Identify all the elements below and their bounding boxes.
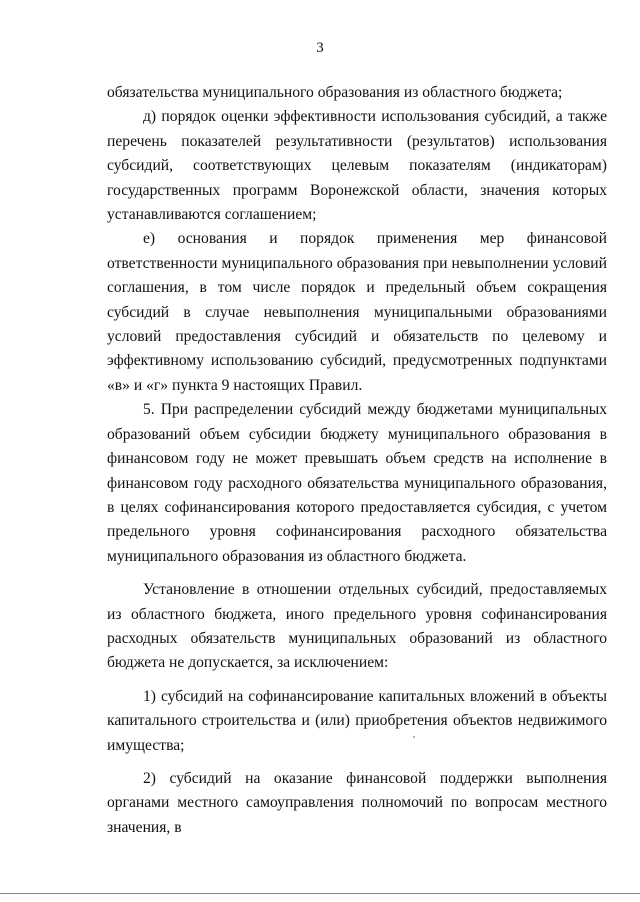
paragraph-item-e: е) основания и порядок применения мер финансовой ответственности муниципального образования при невыполнении условий соглашения, в том числе порядок и предельный объем сокращения субсидий в случае невыполнения муниципальными образованиями условий предоставления субсидий и обязательств по целевому и эффективному использованию субсидий, предусмотренных подпунктами «в» и «г» пункта 9 настоящих Правил. bbox=[107, 230, 607, 394]
paragraph-section-5: 5. При распределении субсидий между бюджетами муниципальных образований объем субсидии бюджету муниципального образования в финансовом году не может превышать объем средств на исполнение в финансовом году расходного обязательства муниципального образования, в целях софинансирования которого предоставляется субсидия, с учетом предельного уровня софинансирования расходного обязательства муниципального образования из областного бюджета. bbox=[107, 401, 607, 565]
page-bottom-edge bbox=[0, 893, 640, 894]
scan-speck bbox=[413, 736, 415, 738]
paragraph-exceptions-intro: Установление в отношении отдельных субсидий, предоставляемых из областного бюджета, иного предельного уровня софинансирования расходных обязательств муниципальных образований из областного бюджета не допускается, за исключением: bbox=[107, 581, 607, 672]
page-number: 3 bbox=[316, 40, 324, 56]
paragraph-exception-1: 1) субсидий на софинансирование капитальных вложений в объекты капитального строительства и (или) приобретения объектов недвижимого имущества; bbox=[107, 687, 607, 754]
paragraph-item-d: д) порядок оценки эффективности использования субсидий, а также перечень показателей результативности (результатов) использования субсидий, соответствующих целевым показателям (индикаторам) государственных программ Воронежской области, значения которых устанавливаются соглашением; bbox=[107, 108, 607, 224]
paragraph-exception-2: 2) субсидий на оказание финансовой поддержки выполнения органами местного самоуправления полномочий по вопросам местного значения, в bbox=[107, 769, 607, 836]
document-body bbox=[107, 81, 607, 840]
paragraph-continuation: обязательства муниципального образования из областного бюджета; bbox=[107, 84, 563, 101]
